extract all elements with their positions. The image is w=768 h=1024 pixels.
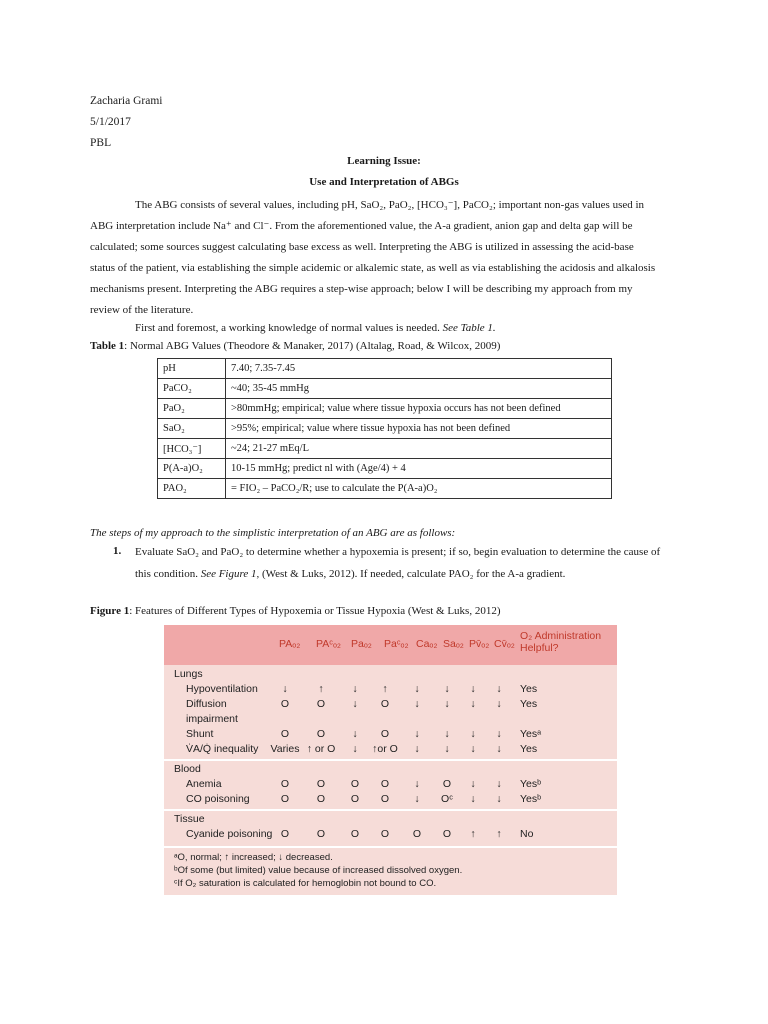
figure-cell: ↓ (470, 698, 476, 710)
o2-helpful-cell: Yes (520, 743, 538, 755)
parameter-cell: SaO₂ (158, 419, 226, 439)
group-divider (164, 809, 617, 811)
figure-cell: ↓ (414, 743, 420, 755)
table-row (158, 439, 612, 459)
figure-cell: O (316, 728, 326, 740)
figure-reference: See Figure 1, (200, 568, 260, 580)
figure-cell: O (280, 793, 290, 805)
document-title: Use and Interpretation of ABGs (309, 176, 459, 188)
value-cell: 10-15 mmHg; predict nl with (Age/4) + 4 (226, 459, 612, 479)
step-number: 1. (113, 545, 122, 557)
column-header: Saₒ₂ (443, 638, 464, 650)
figure-cell: ↓ (496, 698, 502, 710)
figure-cell: O (442, 828, 452, 840)
figure-cell: ↓ (352, 743, 358, 755)
figure-cell: O (412, 828, 422, 840)
figure-cell: ↓ (470, 728, 476, 740)
o2-helpful-cell: Yesᵇ (520, 793, 542, 805)
figure-row (164, 778, 617, 793)
figure-cell: ↓ (444, 683, 450, 695)
table-reference: See Table 1. (442, 322, 496, 334)
figure-cell: O (316, 828, 326, 840)
figure-row (164, 698, 617, 713)
figure-row (164, 828, 617, 843)
parameter-cell: P(A-a)O₂ (158, 459, 226, 479)
figure-cell: O (380, 778, 390, 790)
o2-helpful-cell: Yesᵃ (520, 728, 542, 740)
figure-cell: O (350, 778, 360, 790)
figure-cell: ↓ (414, 793, 420, 805)
figure-cell: ↓ (414, 683, 420, 695)
group-heading (164, 763, 617, 778)
learning-issue-heading: Learning Issue: (347, 155, 421, 167)
value-cell: = FIO₂ – PaCO₂/R; use to calculate the P(A-a)O₂ (226, 479, 612, 499)
o2-helpful-cell: No (520, 828, 534, 840)
figure-cell: ↑ (382, 683, 388, 695)
parameter-cell: PaO₂ (158, 399, 226, 419)
intro-paragraph: The ABG consists of several values, including pH, SaO₂, PaO₂, [HCO₃⁻], PaCO₂; important non-gas values used in ABG interpretation include Na⁺ and Cl⁻. From the aforementioned value, the A-a gradient, anion gap and delta gap will be calculated; some sources suggest calculating base excess as well. Interpreting the ABG is utilized in assessing the acid-base status of the patient, via establishing the simple acidemic or alkalemic state, as well as via establishing the acidosis and alkalosis mechanisms present. Interpreting the ABG requires a step-wise approach; below I will be describing my approach from my review of the literature. (90, 199, 656, 316)
figure-cell: O (380, 793, 390, 805)
group-label: Blood (174, 763, 201, 775)
figure-row (164, 713, 617, 728)
condition-label: Anemia (186, 778, 222, 790)
hypoxemia-features-figure (164, 625, 617, 895)
column-header: Paᶜₒ₂ (384, 638, 409, 650)
figure-row (164, 743, 617, 758)
group-divider (164, 759, 617, 761)
figure-cell: O (316, 778, 326, 790)
normal-values-paragraph: First and foremost, a working knowledge of normal values is needed. See Table 1. (135, 322, 496, 334)
figure-cell: ↓ (470, 743, 476, 755)
condition-label: Hypoventilation (186, 683, 258, 695)
figure-cell: O (380, 828, 390, 840)
condition-label: Shunt (186, 728, 214, 740)
condition-label: Cyanide poisoning (186, 828, 273, 840)
figure-cell: O (280, 828, 290, 840)
figure-cell: ↓ (470, 778, 476, 790)
column-header: Paₒ₂ (351, 638, 372, 650)
figure-cell: O (280, 728, 290, 740)
parameter-cell: [HCO₃⁻] (158, 439, 226, 459)
course-name: PBL (90, 137, 112, 149)
figure-row (164, 793, 617, 808)
figure-cell: ↓ (414, 778, 420, 790)
figure-cell: O (350, 793, 360, 805)
column-header: Pv̄ₒ₂ (469, 638, 490, 650)
footnote-divider (164, 846, 617, 848)
figure-cell: ↓ (470, 793, 476, 805)
group-heading (164, 813, 617, 828)
author-name: Zacharia Grami (90, 95, 163, 107)
value-cell: >95%; empirical; value where tissue hypoxia has not been defined (226, 419, 612, 439)
table-row (158, 419, 612, 439)
figure-cell: ↑ (496, 828, 502, 840)
steps-intro: The steps of my approach to the simplistic interpretation of an ABG are as follows: (90, 527, 456, 539)
value-cell: ~40; 35-45 mmHg (226, 379, 612, 399)
o2-helpful-cell: Yes (520, 698, 538, 710)
figure-cell: ↓ (414, 698, 420, 710)
figure-cell: O (350, 828, 360, 840)
group-heading (164, 668, 617, 683)
table1-caption: Table 1: Normal ABG Values (Theodore & Manaker, 2017) (Altalag, Road, & Wilcox, 2009) (90, 340, 501, 352)
condition-label: Diffusion (186, 698, 227, 710)
figure-cell: ↓ (496, 683, 502, 695)
value-cell: >80mmHg; empirical; value where tissue hypoxia occurs has not been defined (226, 399, 612, 419)
o2-administration-header: O₂ Administration Helpful? (520, 630, 602, 654)
condition-label: impairment (186, 713, 238, 725)
o2-helpful-cell: Yes (520, 683, 538, 695)
figure-cell: Oᶜ (441, 793, 453, 805)
step1-text: Evaluate SaO₂ and PaO₂ to determine whether a hypoxemia is present; if so, begin evaluation to determine the cause of this condition. See Figure 1, (West & Luks, 2012). If needed, calculate PAO₂ for the A-a gradient. (135, 546, 661, 580)
figure-cell: O (280, 778, 290, 790)
table-row (158, 479, 612, 499)
column-header: PAₒ₂ (279, 638, 301, 650)
figure-row (164, 683, 617, 698)
group-label: Tissue (174, 813, 205, 825)
parameter-cell: PAO₂ (158, 479, 226, 499)
figure-cell: O (442, 778, 452, 790)
figure-cell: O (380, 728, 390, 740)
figure-footnote: ᵃO, normal; ↑ increased; ↓ decreased. (174, 852, 333, 863)
figure-cell: ↓ (470, 683, 476, 695)
figure-cell: ↑or O (372, 743, 398, 755)
table-row (158, 379, 612, 399)
column-header: Cv̄ₒ₂ (494, 638, 515, 650)
figure-cell: ↓ (444, 698, 450, 710)
figure-cell: O (380, 698, 390, 710)
figure-cell: ↓ (352, 698, 358, 710)
figure-cell: O (316, 793, 326, 805)
figure-cell: ↓ (414, 728, 420, 740)
condition-label: V̇A/Q̇ inequality (186, 743, 259, 755)
normal-abg-table (157, 358, 612, 499)
figure-cell: ↓ (352, 728, 358, 740)
table-row (158, 359, 612, 379)
group-label: Lungs (174, 668, 203, 680)
table-row (158, 459, 612, 479)
table-row (158, 399, 612, 419)
figure-footnote: ᵇOf some (but limited) value because of increased dissolved oxygen. (174, 865, 463, 876)
figure-cell: ↓ (444, 728, 450, 740)
parameter-cell: pH (158, 359, 226, 379)
figure1-caption: Figure 1: Features of Different Types of Hypoxemia or Tissue Hypoxia (West & Luks, 2012) (90, 605, 501, 617)
o2-helpful-cell: Yesᵇ (520, 778, 542, 790)
parameter-cell: PaCO₂ (158, 379, 226, 399)
value-cell: ~24; 21-27 mEq/L (226, 439, 612, 459)
figure-cell: O (280, 698, 290, 710)
figure-cell: ↓ (352, 683, 358, 695)
figure-cell: ↓ (496, 793, 502, 805)
figure-cell: ↑ or O (306, 743, 336, 755)
column-header: PAᶜₒ₂ (316, 638, 341, 650)
figure-cell: Varies (270, 743, 300, 755)
figure-cell: O (316, 698, 326, 710)
figure-cell: ↓ (282, 683, 288, 695)
figure-cell: ↓ (496, 743, 502, 755)
figure-cell: ↑ (470, 828, 476, 840)
figure-cell: ↓ (444, 743, 450, 755)
figure-footnote: ᶜIf O₂ saturation is calculated for hemoglobin not bound to CO. (174, 878, 437, 889)
figure-row (164, 728, 617, 743)
figure-cell: ↓ (496, 778, 502, 790)
document-date: 5/1/2017 (90, 116, 131, 128)
figure-cell: ↑ (318, 683, 324, 695)
figure-cell: ↓ (496, 728, 502, 740)
value-cell: 7.40; 7.35-7.45 (226, 359, 612, 379)
condition-label: CO poisoning (186, 793, 250, 805)
column-header: Caₒ₂ (416, 638, 438, 650)
